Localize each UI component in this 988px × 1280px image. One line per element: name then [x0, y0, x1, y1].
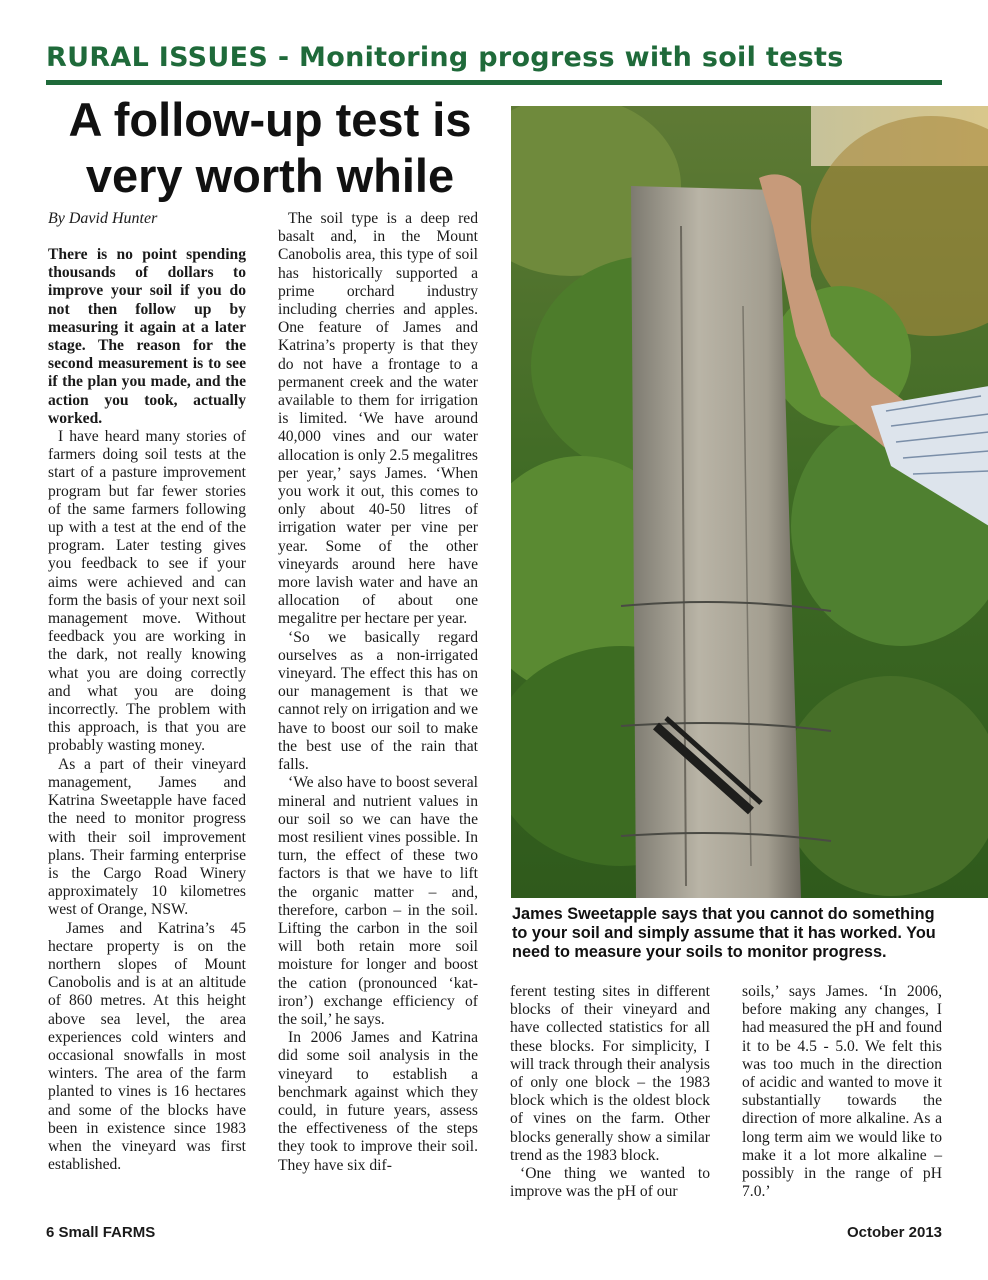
article-column-3: [510, 983, 710, 1201]
byline: By David Hunter: [48, 210, 158, 227]
headline-line-1: A follow-up test is: [68, 93, 472, 146]
headline: [40, 92, 500, 204]
body-paragraph: ‘One thing we wanted to improve was the pH of our: [510, 1165, 710, 1201]
body-paragraph: ferent testing sites in different blocks of their vineyard and have collected statistics for all these blocks. For simplicity, I will track through their analysis of only one block – the 1983 block which is the oldest block of vines on the farm. Other blocks generally show a similar trend as the 1983 block.: [510, 983, 710, 1164]
issue-date: October 2013: [846, 1224, 942, 1241]
body-paragraph: James and Katrina’s 45 hectare property is on the northern slopes of Mount Canobolis and is at an altitude of 860 metres. At this height above sea level, the area experiences cold winters and occasional snowfalls in most winters. The area of the farm planted to vines is 16 hectares and some of the blocks have been in existence since 1983 when the vineyard was first established.: [48, 919, 246, 1174]
section-rule: [46, 80, 942, 85]
body-paragraph: ‘So we basically regard ourselves as a non-irrigated vineyard. The effect this has on our management is that we cannot rely on irrigation and we have to boost our soil to make the best use of the rain that falls.: [278, 628, 478, 774]
body-paragraph: In 2006 James and Katrina did some soil analysis in the vineyard to establish a benchmark against which they could, in future years, assess the effectiveness of the steps they took to improve their soil. They have six dif-: [278, 1029, 478, 1174]
section-title: RURAL ISSUES - Monitoring progress with soil tests: [46, 42, 844, 73]
vineyard-post-photo: [511, 106, 988, 898]
photo-caption: James Sweetapple says that you cannot do something to your soil and simply assume that it has worked. You need to measure your soils to monitor progress.: [512, 905, 936, 961]
article-column-2: [278, 210, 478, 1175]
lead-paragraph: There is no point spending thousands of dollars to improve your soil if you do not then follow up by measuring it again at a later stage. The reason for the second measurement is to see if the plan you made, and the action you took, actually worked.: [48, 246, 246, 427]
body-paragraph: soils,’ says James. ‘In 2006, before making any changes, I had measured the pH and found it to be 4.5 - 5.0. We felt this was too much in the direction of acidic and wanted to move it substantially towards the direction of more alkaline. As a long term aim we would like to make it a lot more alkaline – possibly in the range of pH 7.0.’: [742, 983, 942, 1201]
page-number: 6 Small FARMS: [46, 1224, 156, 1241]
body-paragraph: I have heard many stories of farmers doing soil tests at the start of a pasture improvement program but far fewer stories of the same farmers following up with a test at the end of the program. Later testing gives you feedback to see if your aims were achieved and can form the basis of your next soil management move. Without feedback you are working in the dark, not really knowing what you are doing correctly and what you are doing incorrectly. The problem with this approach, is that you are probably wasting money.: [48, 428, 246, 755]
body-paragraph: The soil type is a deep red basalt and, in the Mount Canobolis area, this type of soil has historically supported a prime orchard industry including cherries and apples. One feature of James and Katrina’s property is that they do not have a frontage to a permanent creek and the water available to them for irrigation is limited. ‘We have around 40,000 vines and our water allocation is only 2.5 megalitres per year,’ says James. ‘When you work it out, this comes to only about 40-50 litres of irrigation water per vine per year. Some of the other vineyards around here have more lavish water and have an allocation of about one megalitre per hectare per year.: [278, 210, 478, 628]
article-column-4: [742, 983, 942, 1201]
headline-line-2: very worth while: [85, 149, 455, 202]
body-paragraph: ‘We also have to boost several mineral and nutrient values in our soil so we can have the most resilient vines possible. In turn, the effect of these two factors is that we have to lift the organic matter – and, therefore, carbon – in the soil. Lifting the carbon in the soil will both retain more soil moisture for longer and boost the cation (pronounced ‘kat-iron’) exchange efficiency of the soil,’ he says.: [278, 774, 478, 1028]
body-paragraph: As a part of their vineyard management, James and Katrina Sweetapple have faced the need to monitor progress with their soil improvement plans. Their farming enterprise is the Cargo Road Winery approximately 10 kilometres west of Orange, NSW.: [48, 755, 246, 919]
article-column-1: [48, 246, 246, 1174]
